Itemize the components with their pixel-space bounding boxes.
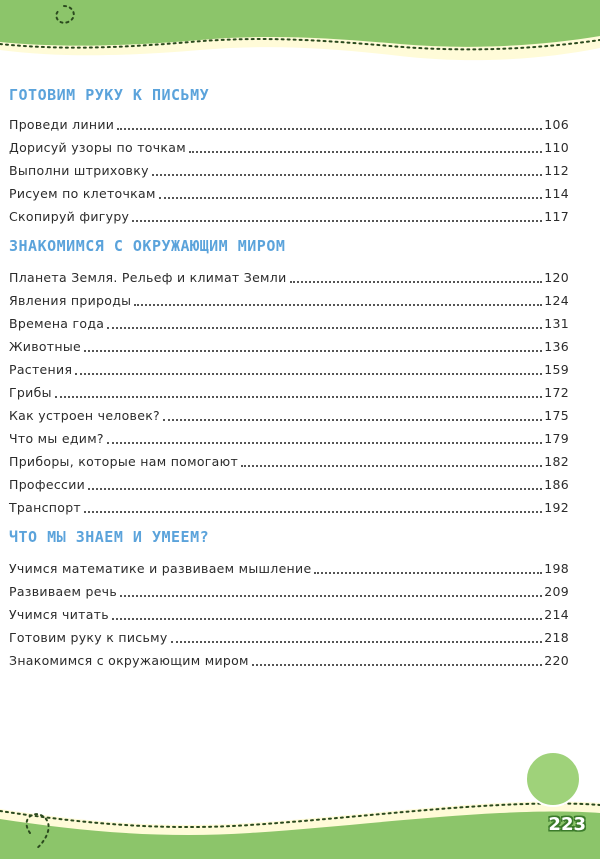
dot-leader (252, 664, 542, 666)
toc-entry-page: 114 (544, 186, 569, 201)
toc-entry-page: 136 (544, 339, 569, 354)
page-number: 223 (548, 814, 586, 835)
dot-leader (134, 304, 542, 306)
toc-entry-label: Грибы (9, 385, 52, 400)
toc-entry-page: 106 (544, 117, 569, 132)
toc-entry[interactable] (9, 335, 569, 355)
toc-entry[interactable] (9, 136, 569, 156)
section-title: ЧТО МЫ ЗНАЕМ И УМЕЕМ? (9, 528, 210, 546)
toc-entry[interactable] (9, 358, 569, 378)
dot-leader (132, 220, 542, 222)
toc-entry-page: 186 (544, 477, 569, 492)
toc-entry-page: 172 (544, 385, 569, 400)
dot-leader (84, 350, 542, 352)
toc-entry[interactable] (9, 182, 569, 202)
dot-leader (290, 281, 543, 283)
dot-leader (171, 641, 543, 643)
dot-leader (152, 174, 542, 176)
dot-leader (107, 442, 542, 444)
dot-leader (112, 618, 542, 620)
dot-leader (159, 197, 543, 199)
section-title: ЗНАКОМИМСЯ С ОКРУЖАЮЩИМ МИРОМ (9, 237, 286, 255)
toc-entry-page: 131 (544, 316, 569, 331)
dot-leader (163, 419, 542, 421)
toc-entry-label: Как устроен человек? (9, 408, 160, 423)
toc-entry-page: 192 (544, 500, 569, 515)
dot-leader (241, 465, 542, 467)
toc-entry-label: Развиваем речь (9, 584, 118, 599)
toc-entry[interactable] (9, 496, 569, 516)
toc-entry[interactable] (9, 113, 569, 133)
toc-entry[interactable] (9, 557, 569, 577)
toc-entry-page: 124 (544, 293, 569, 308)
toc-entry-page: 175 (544, 408, 569, 423)
section-title: ГОТОВИМ РУКУ К ПИСЬМУ (9, 86, 210, 104)
toc-entry[interactable] (9, 289, 569, 309)
dot-leader (84, 511, 542, 513)
toc-entry-label: Дорисуй узоры по точкам (9, 140, 186, 155)
toc-entry-label: Профессии (9, 477, 86, 492)
toc-entry-label: Транспорт (9, 500, 82, 515)
toc-entry-label: Выполни штриховку (9, 163, 149, 178)
dot-leader (117, 128, 542, 130)
toc-entry[interactable] (9, 266, 569, 286)
dot-leader (88, 488, 542, 490)
toc-entry[interactable] (9, 205, 569, 225)
dot-leader (107, 327, 542, 329)
toc-entry[interactable] (9, 404, 569, 424)
toc-entry-page: 218 (544, 630, 569, 645)
toc-entry-label: Животные (9, 339, 82, 354)
dot-leader (75, 373, 542, 375)
toc-entry-label: Приборы, которые нам помогают (9, 454, 239, 469)
toc-entry-page: 182 (544, 454, 569, 469)
toc-entry-page: 110 (544, 140, 569, 155)
toc-entry-label: Времена года (9, 316, 105, 331)
toc-entry-page: 214 (544, 607, 569, 622)
dot-leader (120, 595, 542, 597)
toc-entry-label: Учимся математике и развиваем мышление (9, 561, 312, 576)
toc-entry[interactable] (9, 473, 569, 493)
toc-entry-page: 159 (544, 362, 569, 377)
toc-entry[interactable] (9, 427, 569, 447)
dot-leader (189, 151, 542, 153)
toc-entry-page: 117 (544, 209, 569, 224)
toc-entry-label: Учимся читать (9, 607, 109, 622)
toc-entry-label: Рисуем по клеточкам (9, 186, 156, 201)
toc-entry-page: 220 (544, 653, 569, 668)
toc-entry[interactable] (9, 450, 569, 470)
toc-entry[interactable] (9, 159, 569, 179)
toc-entry-page: 120 (544, 270, 569, 285)
dot-leader (314, 572, 542, 574)
toc-entry-label: Готовим руку к письму (9, 630, 168, 645)
toc-entry-label: Растения (9, 362, 73, 377)
toc-entry-page: 112 (544, 163, 569, 178)
toc-entry[interactable] (9, 603, 569, 623)
toc-entry[interactable] (9, 580, 569, 600)
toc-entry-label: Скопируй фигуру (9, 209, 130, 224)
toc-entry-page: 179 (544, 431, 569, 446)
toc-entry[interactable] (9, 381, 569, 401)
toc-entry-label: Знакомимся с окружающим миром (9, 653, 249, 668)
toc-entry-page: 209 (544, 584, 569, 599)
toc-entry-page: 198 (544, 561, 569, 576)
toc-entry[interactable] (9, 649, 569, 669)
toc-entry-label: Планета Земля. Рельеф и климат Земли (9, 270, 287, 285)
toc-entry[interactable] (9, 626, 569, 646)
toc-entry-label: Что мы едим? (9, 431, 104, 446)
toc-entry[interactable] (9, 312, 569, 332)
dot-leader (55, 396, 542, 398)
toc-entry-label: Явления природы (9, 293, 132, 308)
toc-entry-label: Проведи линии (9, 117, 115, 132)
